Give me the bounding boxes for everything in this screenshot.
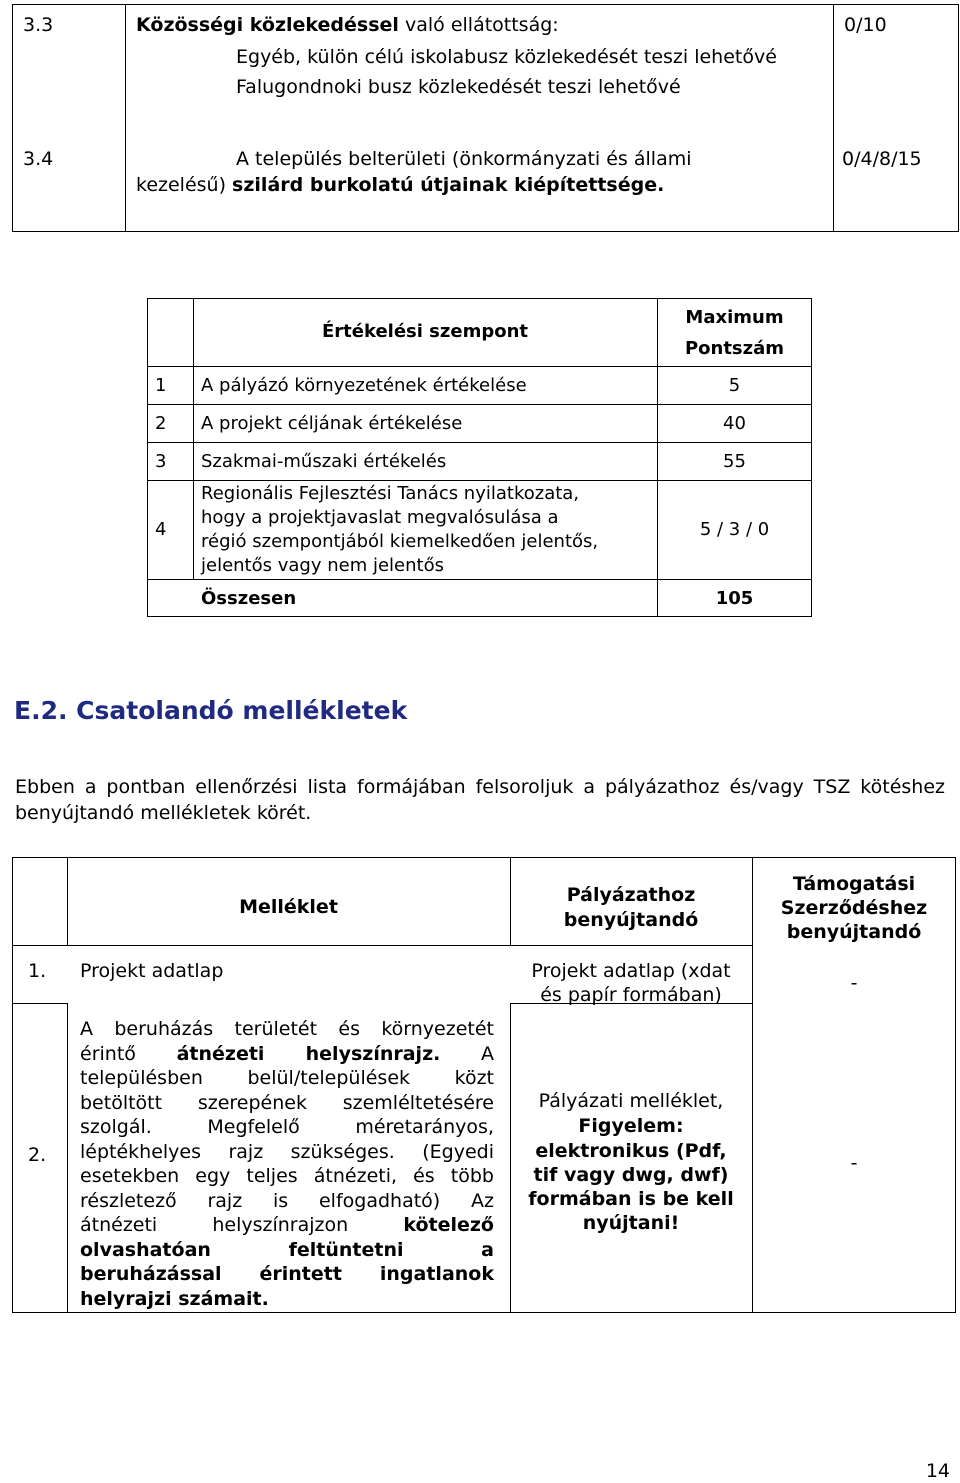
- attach-row-2-desc-segment: helyrajzi számait.: [80, 1287, 269, 1310]
- attach-row-2-desc-segment: léptékhelyes rajz szükséges. (Egyedi: [80, 1140, 494, 1163]
- attach-row-1-name: Projekt adatlap: [80, 960, 224, 982]
- row-3-3-number: 3.3: [23, 14, 54, 36]
- row-3-4-line-2-plain: kezelésű): [136, 174, 233, 196]
- attach-row-1-contract: -: [850, 972, 858, 994]
- attach-row-2-desc-segment: részletező rajz is elfogadható) Az: [80, 1189, 494, 1212]
- attach-row-2-number: 2.: [28, 1144, 47, 1166]
- attach-row-2-desc-segment: betöltött szerepének szemléltetésére: [80, 1091, 494, 1114]
- attach-row-2-app-bold-1: Figyelem:: [578, 1115, 684, 1137]
- attach-row-2-desc-segment: érintő: [80, 1042, 177, 1065]
- attach-row-2-desc-segment: esetekben egy teljes átnézeti, és több: [80, 1165, 494, 1187]
- row-3-3-option-1: Egyéb, külön célú iskolabusz közlekedését teszi lehetővé: [236, 46, 777, 68]
- header-max-line-2: Pontszám: [684, 338, 785, 359]
- score-row-4-line-3: régió szempontjából kiemelkedően jelentős,: [201, 531, 599, 552]
- score-row-2-number: 2: [155, 413, 167, 434]
- score-row-4-points: 5 / 3 / 0: [699, 519, 770, 540]
- row-3-3-title-bold: Közösségi közlekedéssel: [136, 14, 399, 36]
- header-contract-line-2: Szerződéshez: [780, 897, 928, 919]
- attach-row-2-desc-line: [80, 1189, 494, 1214]
- attach-row-2-desc-line: [80, 1213, 494, 1238]
- header-max-line-1: Maximum: [685, 307, 784, 328]
- criteria-table-top: [12, 4, 959, 232]
- attach-row-2-app-bold-4: formában is be kell: [528, 1188, 734, 1210]
- score-row-3-text: Szakmai-műszaki értékelés: [201, 451, 447, 472]
- attach-row-2-desc-line: [80, 1042, 494, 1067]
- score-row-3-number: 3: [155, 451, 167, 472]
- attach-row-2-desc-line: [80, 1164, 494, 1189]
- row-3-4-points: 0/4/8/15: [842, 148, 922, 170]
- attach-row-1-number: 1.: [28, 960, 47, 982]
- row-3-4-line-2-bold: szilárd burkolatú útjainak kiépítettsége.: [232, 174, 665, 196]
- score-total-points: 105: [715, 588, 754, 609]
- attach-row-2-desc-segment: átnézeti helyszínrajz.: [176, 1042, 441, 1065]
- attach-row-2-app-line-1: Pályázati melléklet,: [538, 1090, 724, 1112]
- attach-row-2-desc-line: [80, 1262, 494, 1287]
- row-3-3-points: 0/10: [844, 14, 887, 36]
- score-row-2-text: A projekt céljának értékelése: [201, 413, 463, 434]
- page-number: 14: [925, 1460, 950, 1482]
- scoring-table: [147, 298, 812, 617]
- header-criterion: Értékelési szempont: [321, 321, 529, 342]
- attach-row-2-app-bold-5: nyújtani!: [582, 1212, 680, 1234]
- attach-row-2-app-bold-2: elektronikus (Pdf,: [535, 1140, 727, 1162]
- attach-row-2-desc-line: [80, 1017, 494, 1042]
- attach-row-2-desc-segment: A beruházás területét és környezetét: [80, 1018, 494, 1040]
- header-contract-line-1: Támogatási: [792, 873, 916, 895]
- attach-row-2-desc-segment: olvashatóan feltüntetni a: [80, 1238, 494, 1261]
- score-total-label: Összesen: [201, 588, 297, 609]
- attach-row-2-desc-line: [80, 1115, 494, 1140]
- attach-row-2-desc-line: [80, 1066, 494, 1091]
- row-3-3-title-rest: való ellátottság:: [398, 14, 559, 36]
- score-row-3-points: 55: [723, 451, 746, 472]
- header-attachment: Melléklet: [239, 896, 338, 918]
- score-row-4-number: 4: [155, 519, 167, 540]
- header-contract-line-3: benyújtandó: [786, 921, 922, 943]
- score-row-1-points: 5: [728, 375, 741, 396]
- attach-row-2-contract: -: [850, 1152, 858, 1174]
- attach-row-2-desc-line: [80, 1091, 494, 1116]
- score-row-4-line-1: Regionális Fejlesztési Tanács nyilatkozata,: [201, 483, 580, 504]
- score-row-2-points: 40: [723, 413, 746, 434]
- attach-row-2-desc-segment: beruházással érintett ingatlanok: [80, 1263, 494, 1285]
- attach-row-2-desc-line: [80, 1287, 494, 1312]
- row-3-3-title: [136, 12, 559, 38]
- attach-row-2-desc-segment: átnézeti helyszínrajzon: [80, 1214, 404, 1236]
- row-3-4-line-2: [136, 172, 664, 198]
- score-row-4-line-2: hogy a projektjavaslat megvalósulása a: [201, 507, 559, 528]
- attach-row-1-app-line-1: Projekt adatlap (xdat: [531, 960, 731, 982]
- score-row-1-number: 1: [155, 375, 167, 396]
- header-application-line-2: benyújtandó: [563, 909, 699, 931]
- attach-row-2-desc-segment: településben belül/települések közt: [80, 1067, 494, 1089]
- score-row-4-line-4: jelentős vagy nem jelentős: [201, 555, 444, 576]
- attach-row-1-app-line-2: és papír formában): [540, 984, 722, 1006]
- row-3-3-option-2: Falugondnoki busz közlekedését teszi lehetővé: [236, 76, 681, 98]
- intro-paragraph: Ebben a pontban ellenőrzési lista formájában felsoroljuk a pályázathoz és/vagy TSZ kötéshez benyújtandó mellékletek körét.: [15, 776, 945, 824]
- header-application-line-1: Pályázathoz: [566, 884, 696, 906]
- attach-row-2-desc-segment: szolgál. Megfelelő méretarányos,: [80, 1116, 494, 1138]
- attach-row-2-app-bold-3: tif vagy dwg, dwf): [533, 1164, 729, 1186]
- score-row-1-text: A pályázó környezetének értékelése: [201, 375, 527, 396]
- attach-row-2-desc-line: [80, 1238, 494, 1263]
- row-3-4-line-1: A település belterületi (önkormányzati és állami: [236, 148, 692, 170]
- section-heading: E.2. Csatolandó mellékletek: [14, 696, 408, 725]
- attach-row-2-desc-segment: A: [440, 1042, 495, 1065]
- row-3-4-number: 3.4: [23, 148, 54, 170]
- attachments-table: [12, 857, 956, 1313]
- attach-row-2-desc-segment: kötelező: [403, 1214, 494, 1236]
- attach-row-2-desc-line: [80, 1140, 494, 1165]
